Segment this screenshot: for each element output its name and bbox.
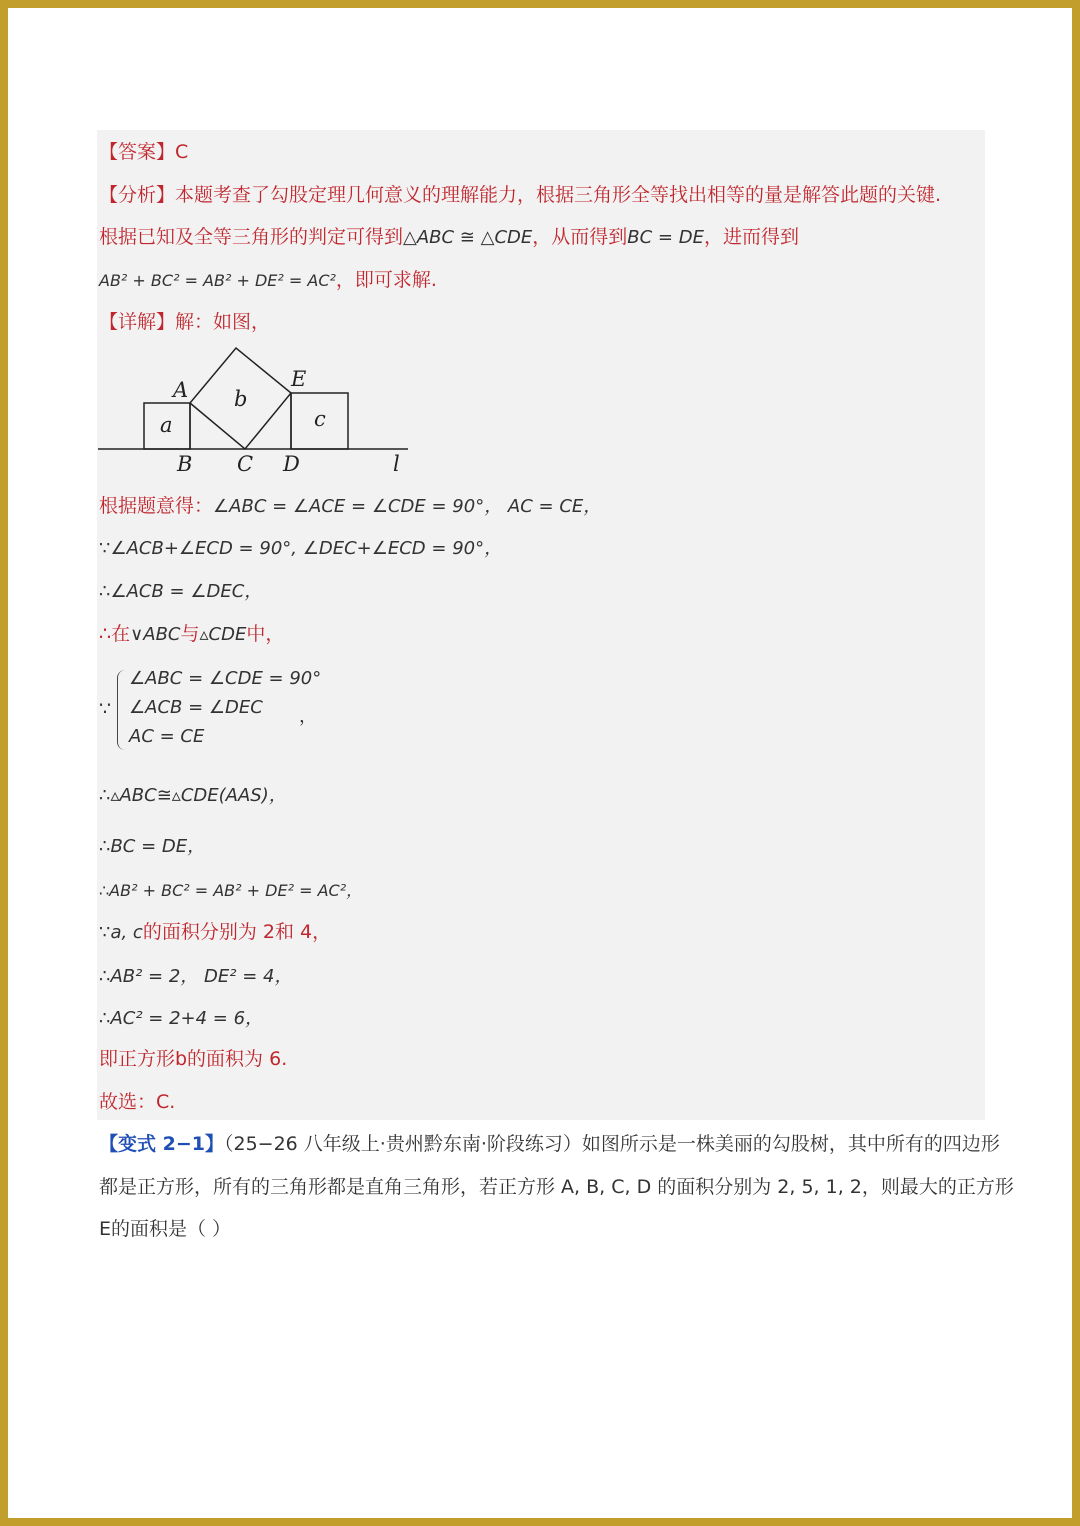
analysis-text: 本题考查了勾股定理几何意义的理解能力，根据三角形全等找出相等的量是解答此题的关键. (175, 184, 942, 206)
step-12: 故选：C. (99, 1091, 176, 1113)
step-6 (99, 834, 205, 859)
step-4-triangle-cde: ▵CDE (199, 624, 247, 645)
step-8-math: a, c (110, 922, 143, 943)
variant-line-3: E的面积是（ ） (99, 1218, 232, 1240)
step-4-text-b: 与 (180, 623, 200, 645)
analysis-line-3 (99, 268, 437, 293)
step-5 (99, 783, 287, 808)
step-4-text-a: ∴在 (99, 623, 131, 645)
analysis-text-3: ，即可求解. (335, 269, 437, 291)
step-11: 即正方形b的面积为 6. (99, 1048, 288, 1070)
answer-line (99, 140, 188, 164)
step-6-math: ∴BC = DE， (99, 836, 206, 857)
label-C: C (237, 452, 254, 476)
analysis-line-1 (99, 183, 941, 207)
label-l: l (393, 452, 400, 476)
left-brace (117, 670, 126, 750)
answer-label: 【答案】 (99, 141, 176, 163)
condition-3: AC = CE (129, 726, 205, 747)
variant-label: 【变式 2−1】 (99, 1133, 224, 1155)
step-9-math: ∴AB² = 2， DE² = 4， (99, 966, 293, 987)
variant-line-2: 都是正方形，所有的三角形都是直角三角形，若正方形 A, B, C, D 的面积分别为 2, 5, 1, 2，则最大的正方形 (99, 1176, 1014, 1198)
step-2-math: ∵∠ACB+∠ECD = 90°, ∠DEC+∠ECD = 90°， (99, 538, 503, 559)
step-10-math: ∴AC² = 2+4 = 6， (99, 1008, 264, 1029)
answer-value: C (175, 141, 189, 163)
step-10 (99, 1006, 263, 1031)
step-8-text: 的面积分别为 2和 4， (142, 921, 332, 943)
analysis-label: 【分析】 (99, 184, 176, 206)
step-3-math: ∴∠ACB = ∠DEC， (99, 581, 263, 602)
step-8-because: ∵ (99, 922, 111, 943)
step-3 (99, 579, 262, 604)
detail-label: 【详解】 (99, 311, 176, 333)
variant-text-1: （25−26 八年级上·贵州黔东南·阶段练习）如图所示是一株美丽的勾股树，其中所有的四边形 (223, 1133, 1000, 1155)
step-1 (99, 494, 601, 519)
geometry-figure (97, 342, 417, 480)
label-D: D (283, 452, 300, 476)
step-4-triangle-abc: ∨ABC (130, 624, 181, 645)
congruence-formula: △ABC ≅ △CDE (403, 227, 533, 248)
because-symbol: ∵ (99, 698, 112, 720)
step-4 (99, 622, 284, 647)
step-5-math: ∴▵ABC≅▵CDE(AAS)， (99, 785, 287, 806)
step-1-math: ∠ABC = ∠ACE = ∠CDE = 90°， AC = CE， (213, 496, 602, 517)
bc-de-formula: BC = DE (627, 227, 704, 248)
label-a: a (160, 413, 173, 437)
label-c: c (314, 407, 326, 431)
analysis-text-2a: 根据已知及全等三角形的判定可得到 (99, 226, 404, 248)
condition-1: ∠ABC = ∠CDE = 90° (129, 668, 322, 689)
step-8 (99, 920, 331, 945)
pythagoras-formula: AB² + BC² = AB² + DE² = AC² (99, 271, 336, 290)
label-b: b (234, 387, 248, 411)
step-7-math: ∴AB² + BC² = AB² + DE² = AC²， (99, 881, 363, 900)
step-9 (99, 964, 292, 989)
analysis-text-2b: ，从而得到 (532, 226, 628, 248)
label-E: E (291, 367, 307, 391)
step-7 (99, 878, 362, 903)
condition-comma: ， (299, 706, 317, 727)
detail-text: 解：如图， (175, 311, 271, 333)
label-A: A (173, 378, 189, 402)
variant-line-1 (99, 1132, 1000, 1156)
analysis-text-2c: ，进而得到 (703, 226, 799, 248)
label-B: B (177, 452, 193, 476)
analysis-line-2 (99, 225, 799, 250)
condition-2: ∠ACB = ∠DEC (129, 697, 263, 718)
detail-line (99, 310, 270, 334)
step-2 (99, 536, 502, 561)
step-4-text-c: 中， (246, 623, 285, 645)
step-1-text: 根据题意得： (99, 495, 214, 517)
